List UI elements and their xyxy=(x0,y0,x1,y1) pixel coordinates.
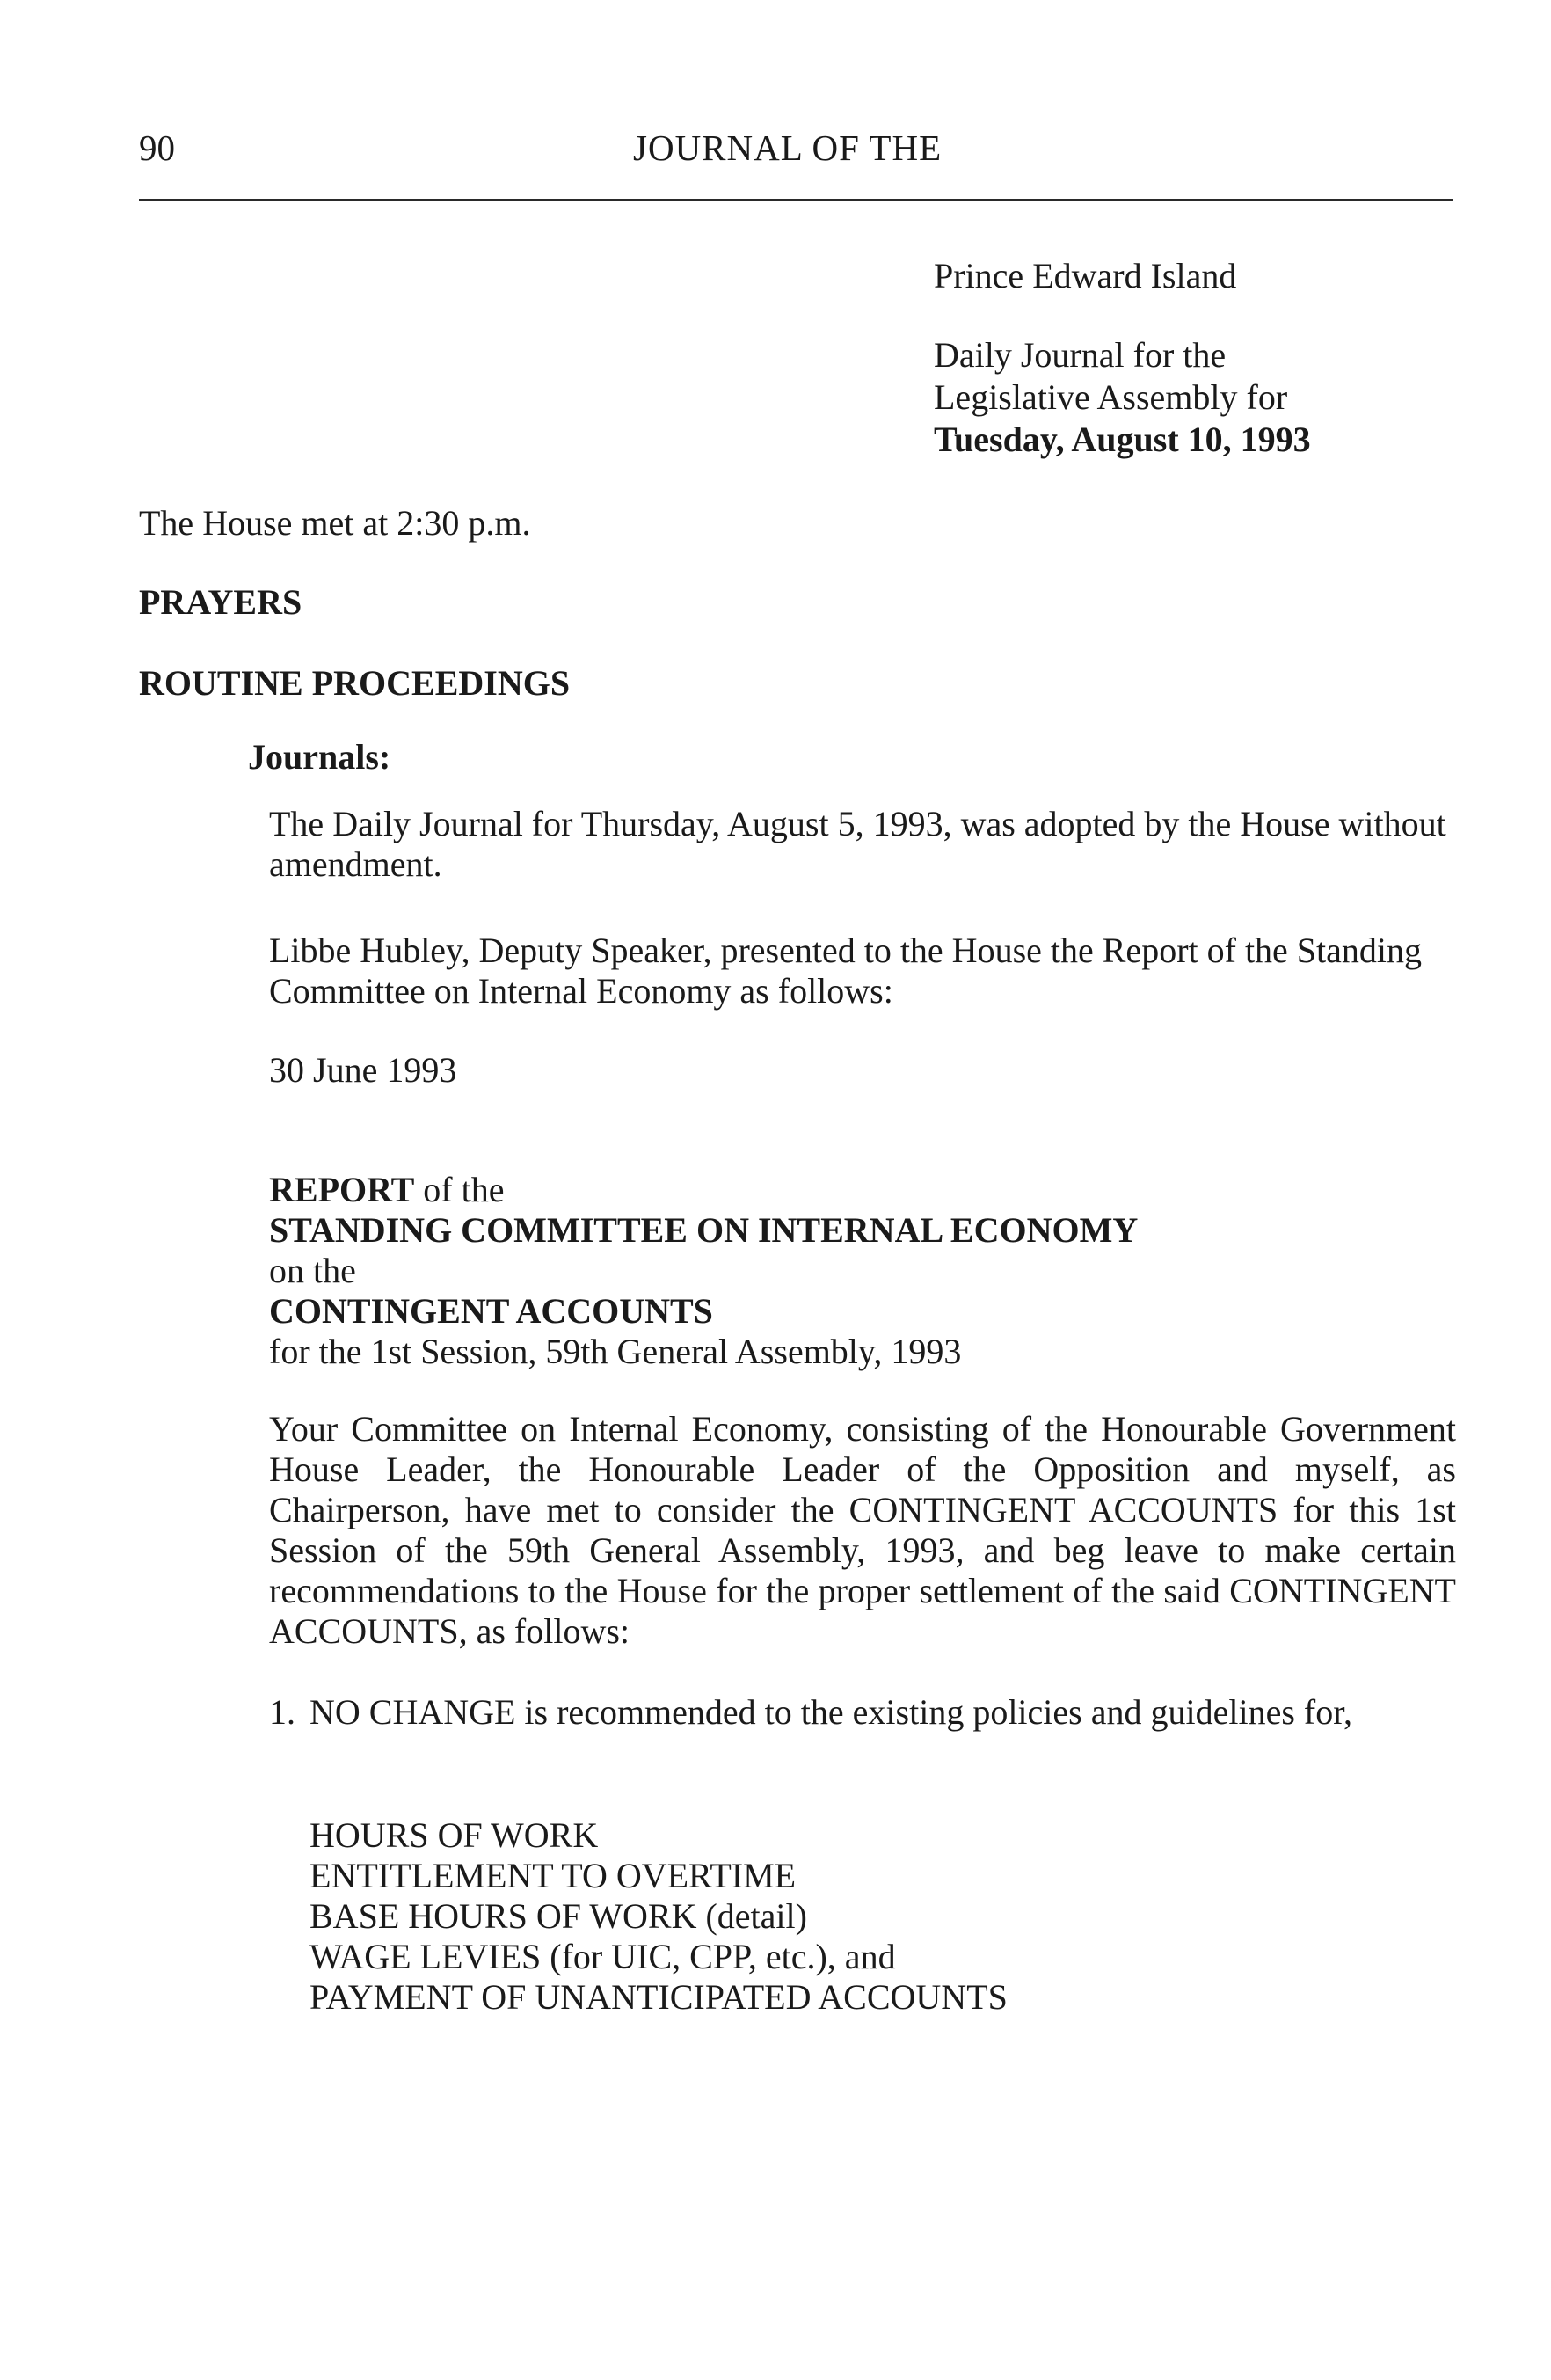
journal-adopted-paragraph: The Daily Journal for Thursday, August 5, 1993, was adopted by the House without amendment. xyxy=(269,804,1446,884)
policy-item: ENTITLEMENT TO OVERTIME xyxy=(309,1856,797,1895)
item-text: NO CHANGE is recommended to the existing policies and guidelines for, xyxy=(309,1692,1352,1732)
dateline-line2: Legislative Assembly for xyxy=(934,377,1288,417)
dateline-line1: Daily Journal for the xyxy=(934,335,1227,375)
page-number: 90 xyxy=(139,128,175,168)
committee-name: STANDING COMMITTEE ON INTERNAL ECONOMY xyxy=(269,1210,1139,1250)
policy-item: HOURS OF WORK xyxy=(309,1815,599,1855)
policy-list xyxy=(309,1815,1008,2018)
house-met-text: The House met at 2:30 p.m. xyxy=(139,503,531,543)
report-on-the: on the xyxy=(269,1251,356,1290)
report-title-block xyxy=(269,1170,1138,1372)
policy-item: PAYMENT OF UNANTICIPATED ACCOUNTS xyxy=(309,1977,1008,2017)
policy-item: BASE HOURS OF WORK (detail) xyxy=(309,1896,807,1936)
report-word: REPORT xyxy=(269,1170,415,1209)
dateline-gap xyxy=(934,297,1311,334)
report-date: 30 June 1993 xyxy=(269,1050,457,1090)
journals-heading: Journals: xyxy=(248,737,391,777)
dateline-province: Prince Edward Island xyxy=(934,256,1237,296)
dateline-block xyxy=(934,255,1311,461)
routine-proceedings-heading: ROUTINE PROCEEDINGS xyxy=(139,663,571,703)
hubley-report-paragraph: Libbe Hubley, Deputy Speaker, presented to the House the Report of the Standing Committee on Internal Economy as follows: xyxy=(269,931,1423,1011)
committee-intro-paragraph: Your Committee on Internal Economy, consisting of the Honourable Government House Leader, the Honourable Leader of the Opposition and myself, as Chairperson, have met to consider the CONTINGENT ACCOUNTS for this 1st Session of the 59th General Assembly, 1993, and beg leave to make certain recommendations to the House for the proper settlement of the said CONTINGENT ACCOUNTS, as follows: xyxy=(269,1409,1456,1651)
dateline-date: Tuesday, August 10, 1993 xyxy=(934,420,1311,459)
policy-item: WAGE LEVIES (for UIC, CPP, etc.), and xyxy=(309,1937,896,1976)
session-line: for the 1st Session, 59th General Assembly, 1993 xyxy=(269,1332,962,1371)
item-number: 1. xyxy=(269,1692,295,1732)
running-title: JOURNAL OF THE xyxy=(633,128,943,168)
header-rule xyxy=(139,199,1453,201)
contingent-accounts-title: CONTINGENT ACCOUNTS xyxy=(269,1291,713,1331)
report-of-the: of the xyxy=(423,1170,505,1209)
prayers-heading: PRAYERS xyxy=(139,582,302,622)
